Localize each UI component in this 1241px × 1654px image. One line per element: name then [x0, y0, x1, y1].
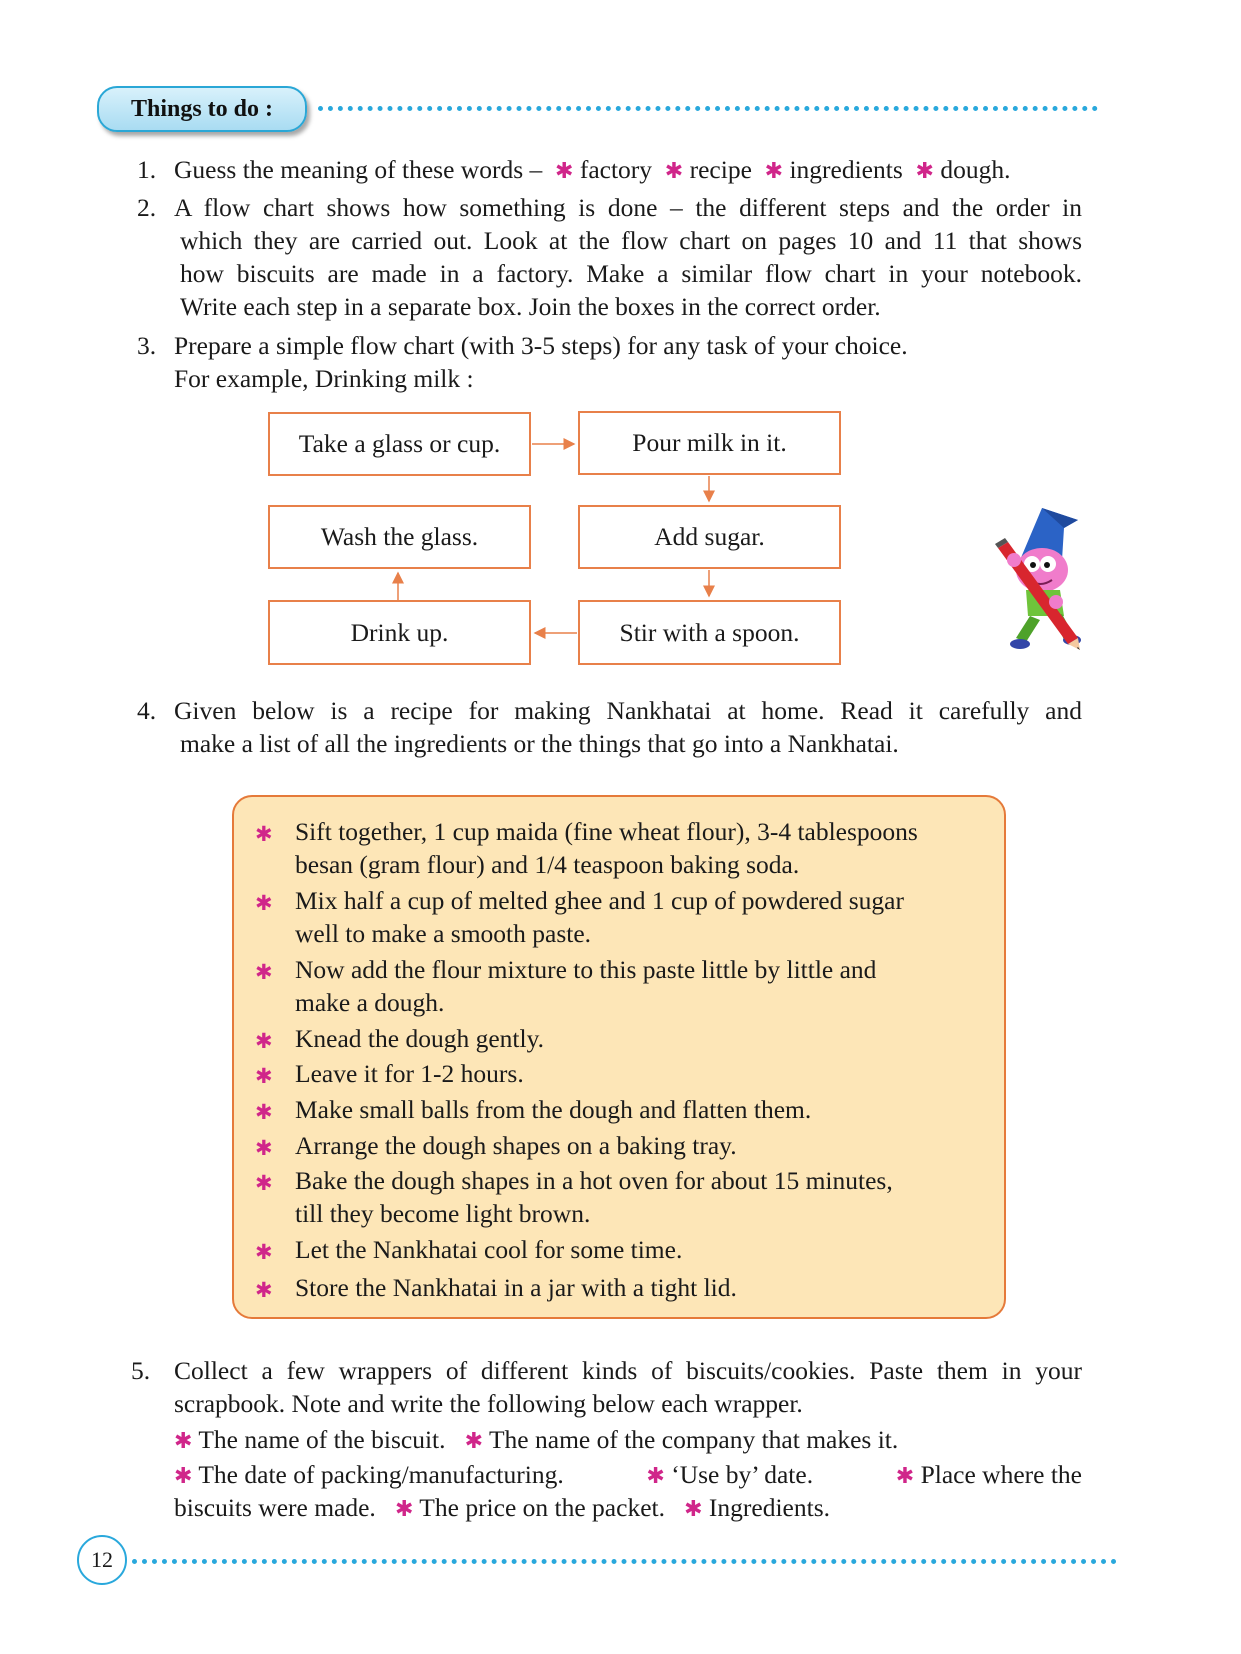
page-number [77, 1535, 127, 1585]
star-icon: ✱ [684, 1497, 703, 1522]
flow-step-label: Take a glass or cup. [298, 429, 501, 458]
q5-bullet-row [174, 1462, 1082, 1488]
recipe-item-line: Store the Nankhatai in a jar with a tight lid. [295, 1273, 737, 1302]
flow-step-label: Stir with a spoon. [619, 617, 800, 647]
q5-bullet: The price on the packet. [419, 1493, 665, 1522]
q2-line: A flow chart shows how something is done – the different steps and the order in [174, 193, 1082, 222]
q2-line: which they are carried out. Look at the flow chart on pages 10 and 11 that shows [180, 226, 1082, 255]
q5-bullet: Place where the [920, 1460, 1082, 1489]
star-icon: ✱ [255, 1278, 273, 1302]
q5-bullet-row [174, 1495, 830, 1521]
star-icon: ✱ [664, 159, 684, 184]
recipe-item-line: well to make a smooth paste. [295, 919, 592, 948]
recipe-item [295, 1233, 682, 1266]
q5-bullet: The date of packing/manufacturing. [198, 1460, 564, 1489]
star-icon: ✱ [464, 1429, 484, 1454]
star-icon: ✱ [555, 159, 574, 184]
q4-line: Given below is a recipe for making Nankhatai at home. Read it carefully and [174, 696, 1082, 725]
star-icon: ✱ [255, 891, 273, 915]
q3-line: Prepare a simple flow chart (with 3-5 steps) for any task of your choice. [174, 331, 908, 360]
flow-step-label: Wash the glass. [320, 522, 479, 551]
recipe-item-line: Arrange the dough shapes on a baking tray. [295, 1131, 737, 1160]
q4-number: 4. [137, 696, 157, 725]
q3-line: For example, Drinking milk : [174, 364, 474, 393]
recipe-item-line: Knead the dough gently. [295, 1024, 545, 1053]
star-icon: ✱ [646, 1464, 665, 1489]
footer-dotted-rule [132, 1559, 1117, 1564]
recipe-item-line: Mix half a cup of melted ghee and 1 cup of powdered sugar [295, 886, 904, 915]
recipe-item-line: make a dough. [295, 988, 445, 1017]
q5-bullet-row [174, 1427, 898, 1453]
q1-text: Guess the meaning of these words – [174, 155, 543, 184]
recipe-item [295, 1271, 737, 1304]
q5-bullet: biscuits were made. [174, 1493, 376, 1522]
page-number-label: 12 [91, 1547, 113, 1572]
q2-line: how biscuits are made in a factory. Make a similar flow chart in your notebook. [180, 259, 1082, 288]
q1-word: recipe [689, 155, 752, 184]
q5-bullet: ‘Use by’ date. [671, 1460, 814, 1489]
recipe-item [295, 1057, 524, 1090]
star-icon: ✱ [255, 960, 273, 984]
star-icon: ✱ [394, 1497, 414, 1522]
star-icon: ✱ [764, 159, 784, 184]
star-icon: ✱ [255, 1171, 273, 1195]
flow-step-label: Add sugar. [654, 522, 765, 551]
recipe-item-line: Sift together, 1 cup maida (fine wheat flour), 3-4 tablespoons [295, 817, 918, 846]
star-icon: ✱ [255, 1136, 273, 1160]
flow-step-label: Pour milk in it. [632, 428, 787, 457]
q1-word: factory [579, 155, 653, 184]
recipe-item-line: Make small balls from the dough and flatten them. [295, 1095, 812, 1124]
q5-line: Collect a few wrappers of different kinds of biscuits/cookies. Paste them in your [174, 1356, 1082, 1385]
section-tab-label: Things to do : [130, 95, 274, 122]
star-icon: ✱ [255, 822, 273, 846]
q3-number: 3. [137, 331, 157, 360]
recipe-item [295, 1164, 893, 1230]
q4-line: make a list of all the ingredients or the things that go into a Nankhatai. [180, 729, 899, 758]
q5-line: scrapbook. Note and write the following below each wrapper. [174, 1389, 803, 1418]
recipe-item [295, 1129, 737, 1162]
q2-number: 2. [137, 193, 157, 222]
q1-number: 1. [137, 155, 157, 184]
star-icon: ✱ [255, 1100, 273, 1124]
recipe-item [295, 884, 904, 950]
star-icon: ✱ [255, 1064, 273, 1088]
star-icon: ✱ [915, 159, 934, 184]
star-icon: ✱ [255, 1240, 273, 1264]
gnome-pencil-icon [980, 498, 1102, 656]
recipe-item-line: Bake the dough shapes in a hot oven for about 15 minutes, [295, 1166, 893, 1195]
q5-number: 5. [131, 1356, 151, 1385]
q2-line: Write each step in a separate box. Join the boxes in the correct order. [180, 292, 881, 321]
q1-word: ingredients [789, 155, 903, 184]
q5-bullet: The name of the biscuit. [198, 1425, 446, 1454]
star-icon: ✱ [174, 1464, 193, 1489]
recipe-item-line: Leave it for 1-2 hours. [295, 1059, 524, 1088]
flow-step-label: Drink up. [350, 617, 449, 647]
recipe-item-line: besan (gram flour) and 1/4 teaspoon baking soda. [295, 850, 800, 879]
star-icon: ✱ [174, 1429, 193, 1454]
recipe-item [295, 953, 876, 1019]
q5-bullet: The name of the company that makes it. [488, 1425, 899, 1454]
recipe-item-line: till they become light brown. [295, 1199, 591, 1228]
recipe-item-line: Now add the flour mixture to this paste little by little and [295, 955, 877, 984]
q5-bullet: Ingredients. [708, 1493, 831, 1522]
recipe-item [295, 815, 918, 881]
q1-word: dough. [940, 155, 1011, 184]
recipe-item [295, 1022, 544, 1055]
recipe-item-line: Let the Nankhatai cool for some time. [295, 1235, 683, 1264]
star-icon: ✱ [895, 1464, 915, 1489]
recipe-item [295, 1093, 811, 1126]
star-icon: ✱ [255, 1029, 273, 1053]
